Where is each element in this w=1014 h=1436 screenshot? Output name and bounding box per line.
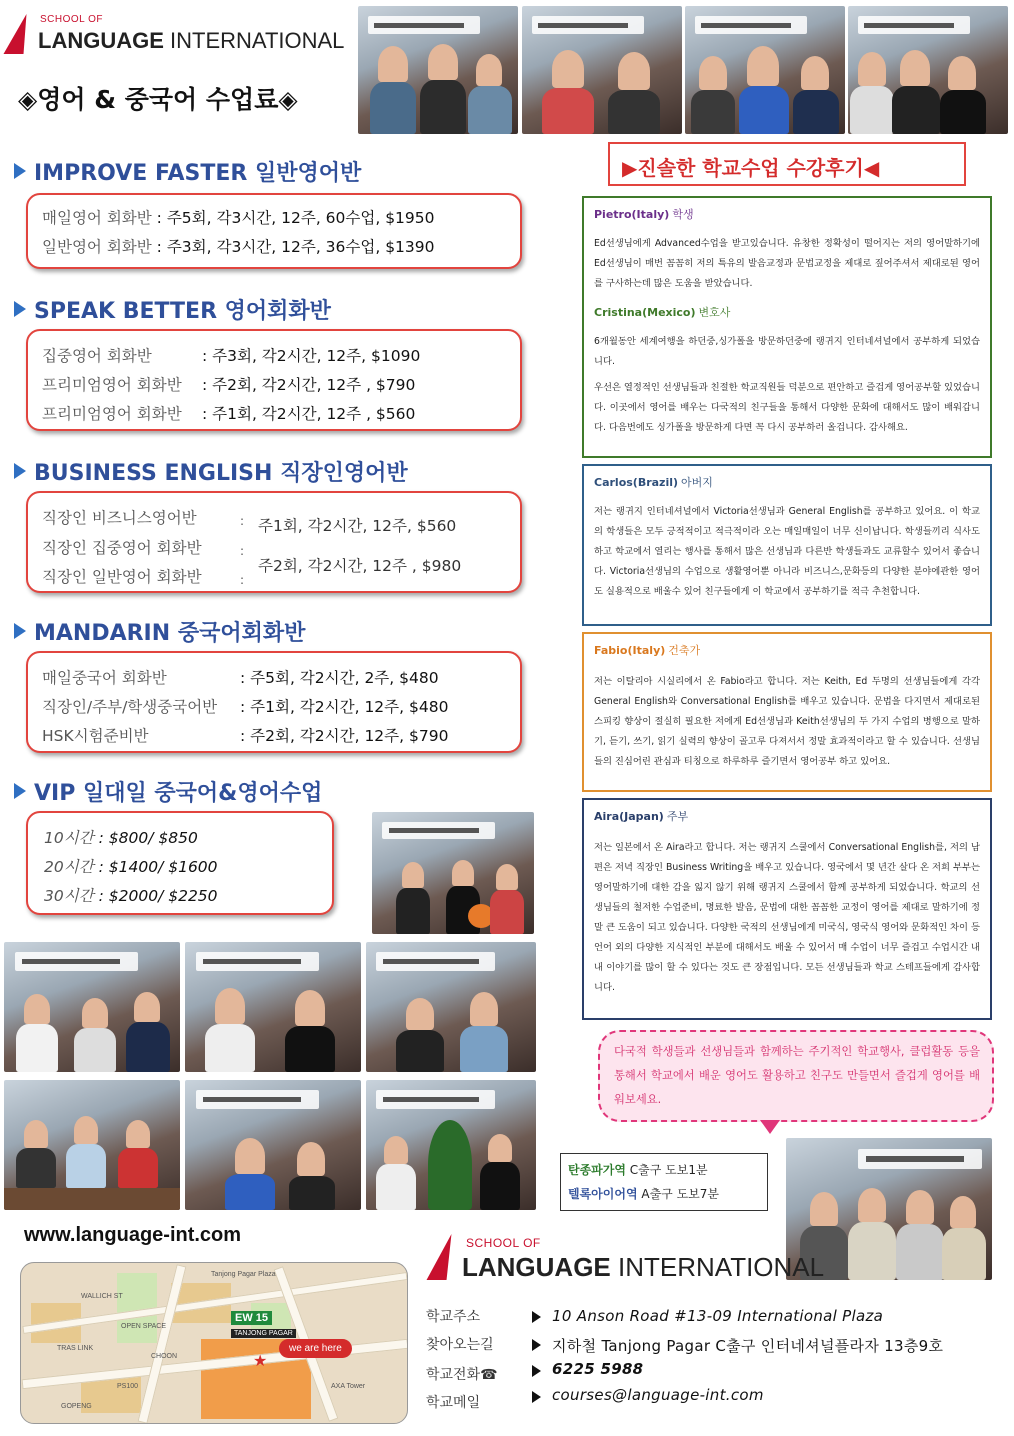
phone-value[interactable]: 6225 5988 xyxy=(552,1360,644,1378)
arrow-right-icon xyxy=(532,1311,541,1323)
price-row-value: 주1회, 각2시간, 12주, $560 xyxy=(258,517,457,535)
price-row: 매일영어 회화반 : 주5회, 각3시간, 12주, 60수업, $1950 xyxy=(42,209,435,227)
reviewer-name: Cristina(Mexico) 변호사 xyxy=(594,306,731,319)
school-logo-top xyxy=(10,10,350,58)
price-row: 일반영어 회화반 : 주3회, 각3시간, 12주, 36수업, $1390 xyxy=(42,238,435,256)
station-row: 텔록아이어역 A출구 도보7분 xyxy=(568,1187,719,1201)
review-text: 저는 랭귀지 인터네셔널에서 Victoria선생님과 General English를 공부하고 있어요. 이 학교의 학생들은 모두 긍적적이고 적극적이라 오는 매일매일이 너무 신이납니다. 학생들끼리 식사도하고 학교에서 열리는 행사를 통해서 많은 선생님과 다른반 학생들과도 교류할수 있어서 좋습니다. Victoria선생님의 수업으로 생활영어뿐 아니라 비즈니스,문화등의 다양한 분야에관한 영어도 실용적으로 배울수 있어 친구들에게 이 학교에서 공부하기를 적극 추천합니다. xyxy=(594,506,980,597)
section-heading-mandarin: MANDARIN 중국어회화반 xyxy=(14,616,305,647)
mrt-station-badge: EW 15 xyxy=(231,1311,272,1325)
photo-top-2 xyxy=(522,6,682,134)
info-key: 학교전화☎ xyxy=(426,1367,498,1383)
mrt-station-name: TANJONG PAGAR xyxy=(231,1329,296,1338)
bubble-tail-icon xyxy=(760,1120,780,1134)
section-heading-vip: VIP 일대일 중국어&영어수업 xyxy=(14,776,322,807)
price-box-improve xyxy=(26,193,522,269)
map-label: Tanjong Pagar Plaza xyxy=(211,1271,276,1278)
section-heading-speak: SPEAK BETTER 영어회화반 xyxy=(14,294,331,325)
reviewer-name: Aira(Japan) 주부 xyxy=(594,810,689,823)
section-heading-business: BUSINESS ENGLISH 직장인영어반 xyxy=(14,456,408,487)
location-map[interactable] xyxy=(20,1262,408,1424)
photo-event-2 xyxy=(185,942,361,1072)
arrow-right-icon xyxy=(532,1365,541,1377)
logo-mark-icon xyxy=(4,14,37,54)
colon: : xyxy=(240,544,245,558)
colon: : xyxy=(240,573,245,587)
price-row: 프리미엄영어 회화반 : 주1회, 각2시간, 12주 , $560 xyxy=(42,405,416,423)
price-row: 30시간 : $2000/ $2250 xyxy=(44,887,218,905)
map-label: TRAS LINK xyxy=(57,1345,94,1352)
price-row: 집중영어 회화반 : 주3회, 각2시간, 12주, $1090 xyxy=(42,347,421,365)
arrow-right-icon xyxy=(532,1339,541,1351)
logo-mark-icon xyxy=(427,1234,462,1280)
logo-wordmark: LANGUAGE INTERNATIONAL xyxy=(38,28,345,53)
info-key: 학교주소 xyxy=(426,1309,481,1325)
reviewer-name: Pietro(Italy) 학생 xyxy=(594,208,694,221)
price-row: 프리미엄영어 회화반 : 주2회, 각2시간, 12주 , $790 xyxy=(42,376,416,394)
map-label: GOPENG xyxy=(61,1403,92,1410)
map-label: WALLICH ST xyxy=(81,1293,123,1300)
directions-value: 지하철 Tanjong Pagar C출구 인터네셔널플라자 13층9호 xyxy=(552,1337,944,1355)
photo-event-5 xyxy=(185,1080,361,1210)
review-text: 저는 이탈리아 시실리에서 온 Fabio라고 합니다. 저는 Keith, Ed 두명의 선생님들에게 각각 General English와 Conversational English를 배우고 있습니다. 문법을 다지면서 제대로된 스피킹 향상이 절실히 필요한 저에게 Ed선생님과 Keith선생님의 두 가지 수업의 병행으로 말하기, 듣기, 쓰기, 읽기 실력의 향상이 골고루 다져서서 정말 효과적이라고 할 수 있습니다. 선생님들의 진심어린 관심과 티칭으로 하루하루 즐기면서 영어공부 하고 있어요. xyxy=(594,676,980,767)
photo-top-1 xyxy=(358,6,518,134)
reviews-title: ▶진솔한 학교수업 수강후기◀ xyxy=(622,156,880,180)
price-row: 매일중국어 회화반 : 주5회, 각2시간, 2주, $480 xyxy=(42,669,439,687)
photo-top-4 xyxy=(848,6,1008,134)
map-label: AXA Tower xyxy=(331,1383,366,1390)
photo-event-3 xyxy=(366,942,536,1072)
photo-halloween-group xyxy=(372,812,534,934)
triangle-bullet-icon xyxy=(14,163,26,179)
review-text: Ed선생님에게 Advanced수업을 받고있습니다. 유창한 정확성이 떨어지는 저의 영어말하기에 Ed선생님이 매번 꼼꼼히 저의 특유의 발음교정과 문법교정을 제대로 짚어주셔서 제대로된 영어를 구사하는데 많은 도움을 받았습니다. xyxy=(594,238,980,289)
colon: : xyxy=(240,514,245,528)
info-key: 학교메일 xyxy=(426,1395,481,1411)
price-row: 20시간 : $1400/ $1600 xyxy=(44,858,218,876)
map-label: CHOON xyxy=(151,1353,178,1360)
reviewer-name: Fabio(Italy) 건축가 xyxy=(594,644,701,657)
reviewer-name: Carlos(Brazil) 아버지 xyxy=(594,476,713,489)
school-logo-bottom xyxy=(432,1228,825,1284)
photo-christmas xyxy=(366,1080,536,1210)
photo-event-1 xyxy=(4,942,180,1072)
logo-small-text: SCHOOL OF xyxy=(466,1236,541,1250)
we-are-here-marker: we are here xyxy=(279,1339,352,1358)
review-text: 6개월동안 세계여행을 하던중,싱가폴을 방문하던중에 랭귀지 인터네셔널에서 공부하게 되었습니다. xyxy=(594,336,980,367)
price-row-label: 직장인 집중영어 회화반 xyxy=(42,539,202,557)
promo-bubble-text: 다국적 학생들과 선생님들과 함께하는 주기적인 학교행사, 클럽활동 등을 통해서 학교에서 배운 영어도 활용하고 친구도 만들면서 즐겁게 영어를 배워보세요. xyxy=(614,1045,980,1106)
triangle-bullet-icon xyxy=(14,783,26,799)
location-star-icon: ★ xyxy=(253,1351,268,1370)
triangle-bullet-icon xyxy=(14,463,26,479)
email-value[interactable]: courses@language-int.com xyxy=(552,1386,764,1404)
photo-top-3 xyxy=(685,6,845,134)
photo-event-4 xyxy=(4,1080,180,1210)
page-title: ◈영어 & 중국어 수업료◈ xyxy=(18,85,298,114)
review-text: 우선은 열정적인 선생님들과 친절한 학교직원들 덕분으로 편안하고 즐겁게 영어공부할 있었습니다. 이곳에서 영어를 배우는 다국적의 친구들을 통해서 다양한 문화에 대해서도 많이 배워갑니다. 다음번에도 싱가폴을 방문하게 다면 꼭 다시 공부하러 올겁니다. 감사해요. xyxy=(594,382,980,433)
triangle-bullet-icon xyxy=(14,623,26,639)
info-key: 찾아오는길 xyxy=(426,1337,494,1353)
address-value: 10 Anson Road #13-09 International Plaza xyxy=(552,1307,884,1325)
price-row: 10시간 : $800/ $850 xyxy=(44,829,198,847)
price-row-value: 주2회, 각2시간, 12주 , $980 xyxy=(258,557,462,575)
logo-small-text: SCHOOL OF xyxy=(40,14,104,25)
price-row: 직장인/주부/학생중국어반 : 주1회, 각2시간, 12주, $480 xyxy=(42,698,449,716)
review-text: 저는 일본에서 온 Aira라고 합니다. 저는 랭귀지 스쿨에서 Conversational English를, 저의 남편은 저녁 직장인 Business Writing을 배우고 있습니다. 영국에서 몇 년간 살다 온 저희 부부는 영어말하기에 대한 감을 잃지 않기 위해 랭귀지 스쿨에서 함께 공부하게 되었습니다. 학교의 선생님들의 철저한 수업준비, 명료한 발음, 문법에 대한 꼼꼼한 교정이 영어를 제대로 말하기에 정말 큰 도움이 되고 있습니다. 다양한 국적의 선생님에게 미국식, 영국식 영어와 문화적인 차이 등 언어 외의 다양한 지식적인 부분에 대해서도 배울 수 있어서 매 수업이 너무 즐겁고 수업시간 내내 이야기를 많이 할 수 있다는 것도 큰 장점입니다. 모든 선생님들과 학교 스테프들에게 감사합니다. xyxy=(594,842,980,993)
triangle-bullet-icon xyxy=(14,301,26,317)
website-link[interactable]: www.language-int.com xyxy=(24,1224,242,1246)
section-heading-improve: IMPROVE FASTER 일반영어반 xyxy=(14,156,361,187)
station-row: 탄종파가역 C출구 도보1분 xyxy=(568,1163,708,1177)
map-label: PS100 xyxy=(117,1383,139,1390)
arrow-right-icon xyxy=(532,1391,541,1403)
price-row-label: 직장인 비즈니스영어반 xyxy=(42,509,197,527)
price-row-label: 직장인 일반영어 회화반 xyxy=(42,568,202,586)
map-label: OPEN SPACE xyxy=(121,1323,166,1330)
price-row: HSK시험준비반 : 주2회, 각2시간, 12주, $790 xyxy=(42,727,449,745)
logo-wordmark: LANGUAGE INTERNATIONAL xyxy=(462,1252,825,1282)
